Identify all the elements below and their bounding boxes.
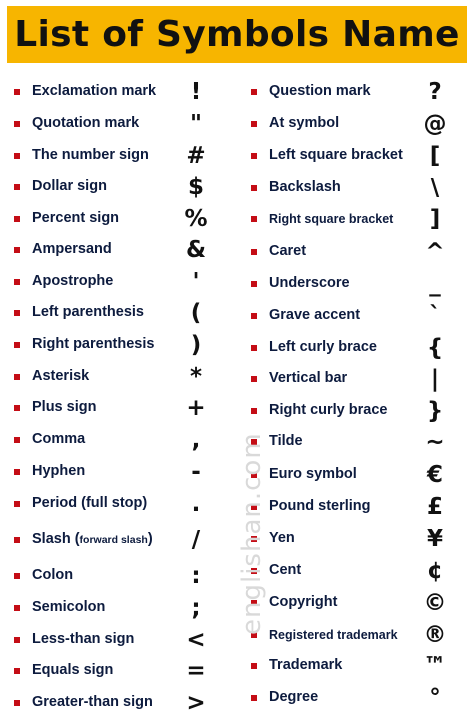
bullet-icon xyxy=(251,376,257,382)
symbol-row xyxy=(237,555,474,587)
symbol-name: Registered trademark xyxy=(269,628,398,642)
symbol-name: Euro symbol xyxy=(269,466,357,482)
symbol-glyph: ? xyxy=(428,79,442,105)
symbol-name: Underscore xyxy=(269,275,350,291)
bullet-icon xyxy=(251,249,257,255)
symbol-glyph: [ xyxy=(429,143,441,169)
symbol-name xyxy=(32,531,153,547)
bullet-icon xyxy=(14,89,20,95)
symbol-row xyxy=(237,523,474,555)
symbol-name: Pound sterling xyxy=(269,498,371,514)
symbol-glyph: / xyxy=(191,527,201,553)
symbol-name-note: forward slash xyxy=(79,534,148,546)
bullet-icon xyxy=(14,374,20,380)
symbol-name: Right square bracket xyxy=(269,212,394,226)
symbol-glyph: € xyxy=(426,462,443,488)
bullet-icon xyxy=(14,310,20,316)
symbol-glyph: : xyxy=(191,563,201,589)
symbol-name: Semicolon xyxy=(32,599,106,615)
bullet-icon xyxy=(251,89,257,95)
symbol-row xyxy=(237,236,474,268)
symbol-row xyxy=(0,297,237,329)
symbol-name: Equals sign xyxy=(32,662,114,678)
bullet-icon xyxy=(251,281,257,287)
symbol-row xyxy=(0,488,237,520)
symbol-glyph: ] xyxy=(429,206,441,232)
symbol-name: Degree xyxy=(269,689,319,705)
bullet-icon xyxy=(14,184,20,190)
symbol-row xyxy=(237,363,474,395)
symbol-glyph: \ xyxy=(430,175,440,201)
symbol-glyph: ! xyxy=(190,79,202,105)
symbol-name: Vertical bar xyxy=(269,370,348,386)
symbol-glyph: ~ xyxy=(425,429,445,455)
symbol-name: Exclamation mark xyxy=(32,83,157,99)
symbol-row xyxy=(237,268,474,300)
symbol-name: Comma xyxy=(32,431,86,447)
symbol-row xyxy=(0,234,237,266)
bullet-icon xyxy=(14,437,20,443)
bullet-icon xyxy=(251,695,257,701)
bullet-icon xyxy=(14,405,20,411)
symbol-row xyxy=(237,300,474,332)
bullet-icon xyxy=(14,605,20,611)
symbol-name: Apostrophe xyxy=(32,273,114,289)
bullet-icon xyxy=(14,668,20,674)
symbol-glyph: , xyxy=(191,427,201,453)
symbol-row xyxy=(0,76,237,108)
symbol-glyph: ^ xyxy=(425,239,445,265)
bullet-icon xyxy=(14,121,20,127)
symbol-glyph: ™ xyxy=(423,653,447,679)
bullet-icon xyxy=(251,408,257,414)
symbol-glyph: & xyxy=(185,237,207,263)
symbol-name-end: ) xyxy=(147,531,153,547)
symbol-row xyxy=(237,426,474,458)
symbol-row xyxy=(0,524,237,556)
bullet-icon xyxy=(14,342,20,348)
symbol-row xyxy=(237,619,474,651)
symbol-row xyxy=(0,592,237,624)
symbol-name: Backslash xyxy=(269,179,341,195)
symbol-glyph: # xyxy=(186,143,206,169)
symbol-row xyxy=(0,456,237,488)
bullet-icon xyxy=(251,345,257,351)
bullet-icon xyxy=(14,216,20,222)
symbol-row xyxy=(237,332,474,364)
symbol-row xyxy=(0,140,237,172)
symbol-row xyxy=(237,395,474,427)
symbol-name: Right curly brace xyxy=(269,402,388,418)
symbol-name: Asterisk xyxy=(32,368,90,384)
symbol-name: Colon xyxy=(32,567,74,583)
symbol-glyph: " xyxy=(190,111,202,137)
bullet-icon xyxy=(14,700,20,706)
symbol-row xyxy=(237,203,474,235)
symbol-glyph: ¥ xyxy=(426,526,443,552)
symbol-name: Greater-than sign xyxy=(32,694,153,710)
symbol-glyph: - xyxy=(191,459,201,485)
symbol-row xyxy=(237,76,474,108)
symbol-name: Tilde xyxy=(269,433,303,449)
symbol-name: Yen xyxy=(269,530,295,546)
symbol-name: Left curly brace xyxy=(269,339,377,355)
symbol-name: Copyright xyxy=(269,594,338,610)
symbol-glyph: < xyxy=(186,627,206,653)
bullet-icon xyxy=(14,469,20,475)
symbol-glyph: . xyxy=(191,491,201,517)
symbol-name: Less-than sign xyxy=(32,631,135,647)
symbol-name-main: Slash ( xyxy=(32,531,80,547)
bullet-icon xyxy=(251,185,257,191)
symbol-glyph: } xyxy=(426,398,444,424)
symbol-row xyxy=(0,329,237,361)
symbol-glyph: % xyxy=(184,206,208,232)
symbol-glyph: ¢ xyxy=(426,558,443,584)
symbol-glyph: | xyxy=(430,366,440,392)
bullet-icon xyxy=(14,573,20,579)
symbol-glyph: © xyxy=(423,590,447,616)
symbol-glyph: @ xyxy=(423,111,447,137)
bullet-icon xyxy=(251,216,257,222)
bullet-icon xyxy=(14,247,20,253)
symbol-name: Quotation mark xyxy=(32,115,140,131)
symbol-row xyxy=(0,560,237,592)
symbol-glyph: ` xyxy=(429,303,441,329)
bullet-icon xyxy=(251,153,257,159)
symbol-name: At symbol xyxy=(269,115,340,131)
symbol-row xyxy=(237,587,474,619)
symbol-name: Right parenthesis xyxy=(32,336,155,352)
bullet-icon xyxy=(14,537,20,543)
bullet-icon xyxy=(14,637,20,643)
symbol-glyph: ' xyxy=(192,269,200,295)
bullet-icon xyxy=(251,663,257,669)
symbol-name: Dollar sign xyxy=(32,178,107,194)
symbol-row xyxy=(0,108,237,140)
symbol-row xyxy=(237,682,474,714)
symbol-glyph: ( xyxy=(190,300,202,326)
symbol-row xyxy=(0,424,237,456)
symbol-glyph: { xyxy=(426,335,444,361)
symbol-name: The number sign xyxy=(32,147,149,163)
symbol-row xyxy=(0,392,237,424)
symbol-name: Left parenthesis xyxy=(32,304,144,320)
symbol-glyph: _ xyxy=(429,271,441,297)
symbol-row xyxy=(237,140,474,172)
symbol-glyph: = xyxy=(186,658,206,684)
bullet-icon xyxy=(251,313,257,319)
symbol-row xyxy=(0,687,237,718)
symbol-row xyxy=(237,491,474,523)
symbol-row xyxy=(237,459,474,491)
site-watermark: englishan.com xyxy=(237,432,267,635)
symbol-name: Trademark xyxy=(269,657,343,673)
symbol-row xyxy=(237,650,474,682)
symbol-name: Ampersand xyxy=(32,241,112,257)
symbol-glyph: ) xyxy=(190,332,202,358)
symbol-glyph: > xyxy=(186,690,206,716)
symbol-name: Caret xyxy=(269,243,307,259)
symbol-row xyxy=(0,655,237,687)
symbol-name: Question mark xyxy=(269,83,371,99)
symbol-name: Percent sign xyxy=(32,210,120,226)
symbol-row xyxy=(0,203,237,235)
symbol-name: Plus sign xyxy=(32,399,97,415)
symbol-glyph: ; xyxy=(191,595,201,621)
symbol-glyph: £ xyxy=(426,494,443,520)
bullet-icon xyxy=(251,121,257,127)
symbol-row xyxy=(237,108,474,140)
bullet-icon xyxy=(14,279,20,285)
symbol-row xyxy=(0,361,237,393)
symbol-row xyxy=(0,624,237,656)
symbol-name: Cent xyxy=(269,562,302,578)
symbol-glyph: $ xyxy=(187,174,204,200)
symbol-name: Left square bracket xyxy=(269,147,403,163)
symbol-glyph: + xyxy=(186,395,206,421)
symbol-name: Grave accent xyxy=(269,307,361,323)
symbol-row xyxy=(0,266,237,298)
symbol-row xyxy=(237,172,474,204)
symbol-glyph: * xyxy=(189,364,203,390)
bullet-icon xyxy=(14,153,20,159)
symbol-name: Hyphen xyxy=(32,463,86,479)
symbol-glyph: ® xyxy=(423,622,447,648)
bullet-icon xyxy=(14,501,20,507)
title-banner xyxy=(7,6,467,63)
symbol-glyph: ° xyxy=(429,685,441,711)
page-title: List of Symbols Name xyxy=(14,14,460,55)
symbol-row xyxy=(0,171,237,203)
symbol-name: Period (full stop) xyxy=(32,495,148,511)
